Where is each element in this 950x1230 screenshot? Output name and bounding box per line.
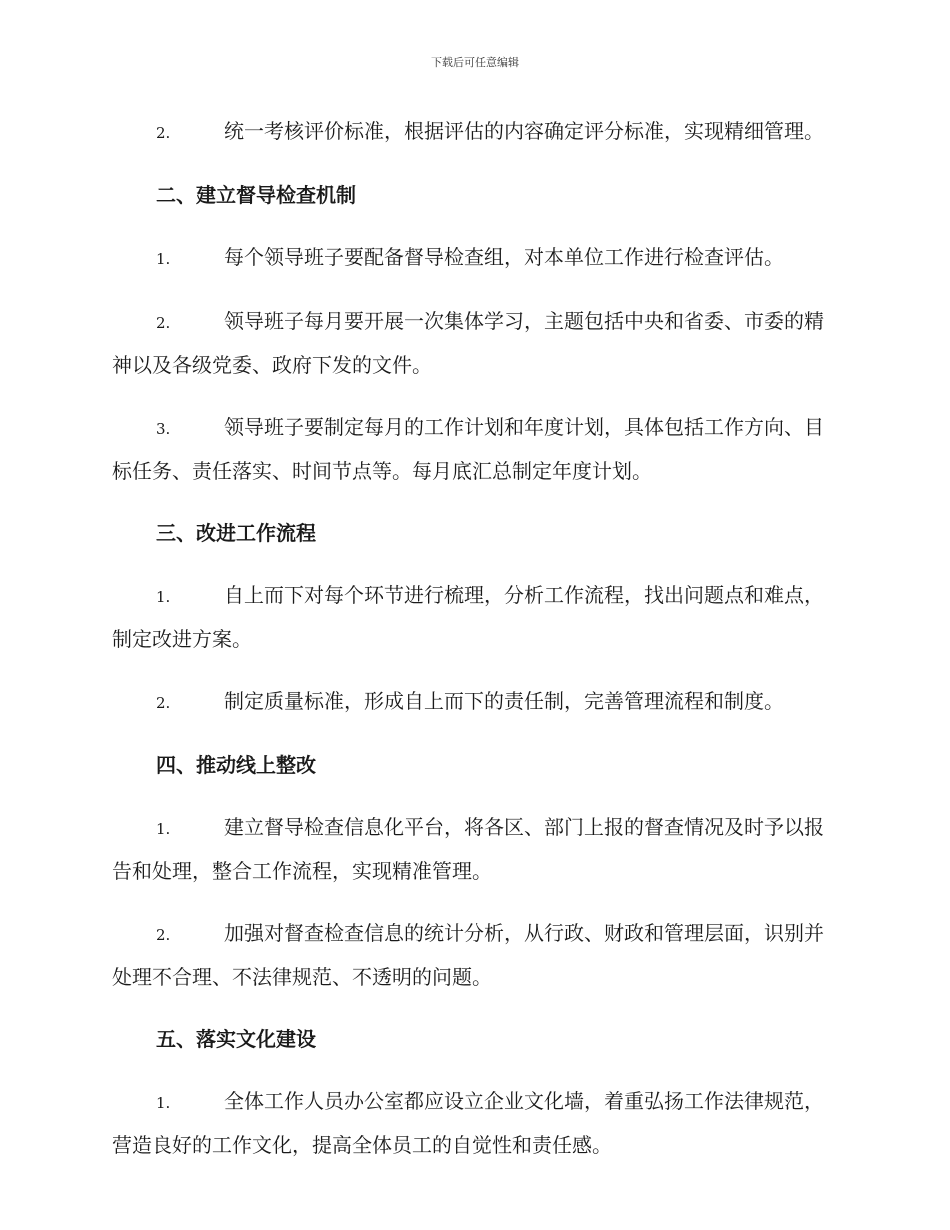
list-item: [112, 406, 834, 492]
item-text: 领导班子要制定每月的工作计划和年度计划，具体包括工作方向、目标任务、责任落实、时间节点等。每月底汇总制定年度计划。: [112, 415, 824, 483]
item-number: 1.: [156, 250, 171, 268]
list-item: [112, 680, 834, 724]
item-number: 1.: [156, 1094, 171, 1112]
list-item: [112, 912, 834, 998]
list-item: [112, 1080, 834, 1166]
item-text: 自上而下对每个环节进行梳理，分析工作流程，找出问题点和难点，制定改进方案。: [112, 583, 824, 651]
section-heading: 五、落实文化建设: [156, 1027, 316, 1051]
item-number: 2.: [156, 694, 171, 712]
item-text: 统一考核评价标准，根据评估的内容确定评分标准，实现精细管理。: [224, 119, 824, 143]
item-number: 2.: [156, 314, 171, 332]
list-item: [112, 806, 834, 892]
page-header: 下载后可任意编辑: [431, 56, 519, 69]
list-item: [112, 300, 834, 386]
item-number: 2.: [156, 926, 171, 944]
item-number: 1.: [156, 820, 171, 838]
item-text: 加强对督查检查信息的统计分析，从行政、财政和管理层面，识别并处理不合理、不法律规范、不透明的问题。: [112, 921, 824, 989]
item-number: 3.: [156, 420, 171, 438]
list-item: [112, 236, 834, 280]
item-text: 全体工作人员办公室都应设立企业文化墙，着重弘扬工作法律规范，营造良好的工作文化，提高全体员工的自觉性和责任感。: [112, 1089, 824, 1157]
item-number: 2.: [156, 124, 171, 142]
section-heading: 二、建立督导检查机制: [156, 183, 356, 207]
document-body: [112, 110, 834, 1178]
section-heading: 四、推动线上整改: [156, 753, 316, 777]
item-text: 制定质量标准，形成自上而下的责任制，完善管理流程和制度。: [224, 689, 784, 713]
item-text: 建立督导检查信息化平台，将各区、部门上报的督查情况及时予以报告和处理，整合工作流程，实现精准管理。: [112, 815, 824, 883]
section-heading: 三、改进工作流程: [156, 521, 316, 545]
list-item: [112, 110, 834, 154]
list-item: [112, 574, 834, 660]
item-number: 1.: [156, 588, 171, 606]
item-text: 领导班子每月要开展一次集体学习，主题包括中央和省委、市委的精神以及各级党委、政府下发的文件。: [112, 309, 824, 377]
item-text: 每个领导班子要配备督导检查组，对本单位工作进行检查评估。: [224, 245, 784, 269]
